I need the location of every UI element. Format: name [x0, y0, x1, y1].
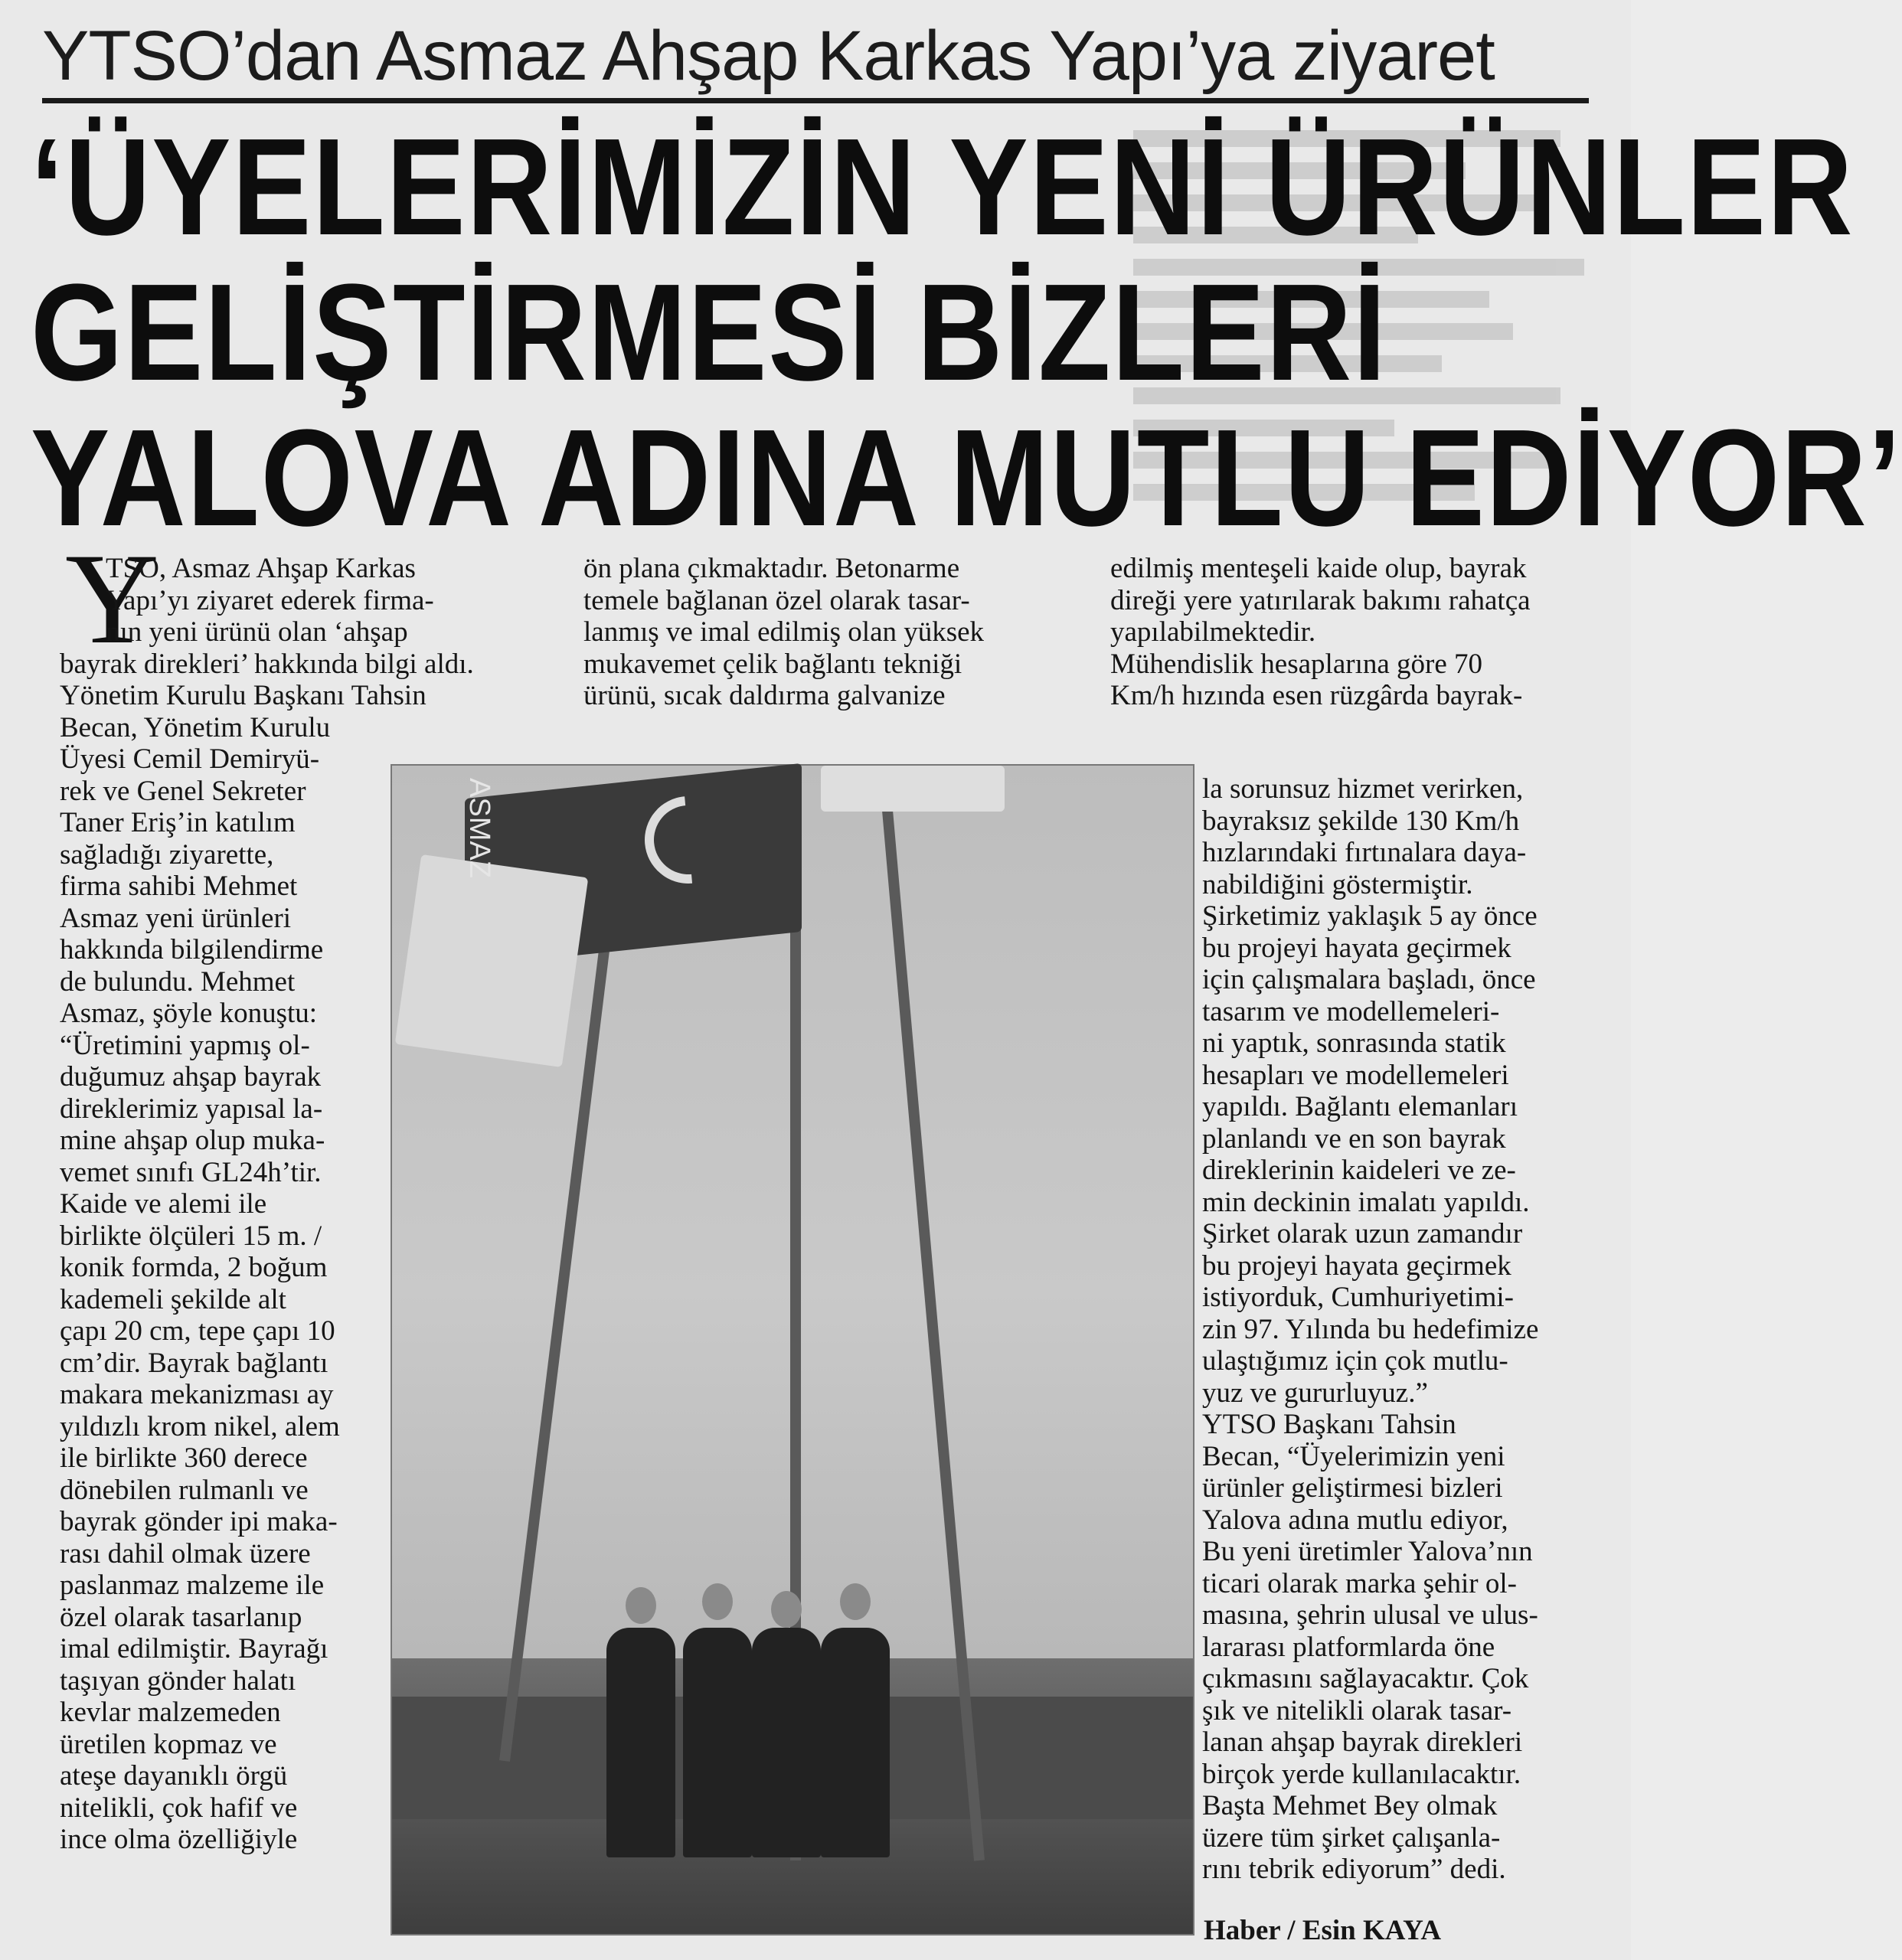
news-photo — [391, 764, 1194, 1936]
text-line: paslanmaz malzeme ile — [60, 1570, 325, 1601]
byline: Haber / Esin KAYA — [1204, 1915, 1442, 1946]
person-1 — [606, 1628, 675, 1857]
text-line: yapılabilmektedir. — [1110, 616, 1316, 648]
text-line: ince olma özelliğiyle — [60, 1824, 298, 1855]
text-line: direği yere yatırılarak bakımı rahatça — [1110, 584, 1531, 616]
main-headline — [31, 110, 1902, 555]
text-line: mukavemet çelik bağlantı tekniği — [583, 648, 962, 680]
text-line: mine ahşap olup muka- — [60, 1125, 325, 1156]
text-line: hızlarındaki fırtınalara daya- — [1202, 837, 1527, 868]
flag-brand-text: ASMAZ — [462, 778, 495, 878]
text-line: lararası platformlarda öne — [1202, 1631, 1495, 1663]
text-line: duğumuz ahşap bayrak — [60, 1061, 322, 1093]
text-line: Km/h hızında esen rüzgârda bayrak- — [1110, 680, 1523, 711]
person-2-head — [702, 1583, 733, 1620]
text-line: üzere tüm şirket çalışanla- — [1202, 1821, 1501, 1854]
text-line: Kaide ve alemi ile — [60, 1188, 267, 1220]
text-line: özel olarak tasarlanıp — [60, 1601, 302, 1633]
text-line: direklerimiz yapısal la- — [60, 1093, 323, 1125]
text-line: la sorunsuz hizmet verirken, — [1202, 773, 1524, 805]
text-line: firma sahibi Mehmet — [60, 871, 298, 902]
text-line: konik formda, 2 boğum — [60, 1252, 328, 1283]
headline-line-1: ‘ÜYELERİMİZİN YENİ ÜRÜNLER — [31, 110, 1855, 264]
text-line: nitelikli, çok hafif ve — [60, 1792, 298, 1824]
text-line: vemet sınıfı GL24h’tir. — [60, 1156, 322, 1188]
text-line: Mühendislik hesaplarına göre 70 — [1110, 648, 1483, 680]
text-line: Yönetim Kurulu Başkanı Tahsin — [60, 680, 426, 711]
text-line: ön plana çıkmaktadır. Betonarme — [583, 553, 960, 584]
text-line: rek ve Genel Sekreter — [60, 775, 306, 807]
person-3 — [752, 1628, 821, 1857]
text-line: ulaştığımız için çok mutlu- — [1202, 1345, 1508, 1377]
text-line: Asmaz, şöyle konuştu: — [60, 998, 318, 1029]
text-line: nabildiğini göstermiştir. — [1202, 868, 1473, 900]
text-line: rını tebrik ediyorum” dedi. — [1202, 1854, 1506, 1885]
text-line: Bu yeni üretimler Yalova’nın — [1202, 1536, 1533, 1567]
text-line: bayraksız şekilde 130 Km/h — [1202, 805, 1520, 837]
text-line: de bulundu. Mehmet — [60, 965, 296, 998]
headline-line-2: GELİŞTİRMESİ BİZLERİ — [31, 256, 1387, 410]
text-line: Yalova adına mutlu ediyor, — [1202, 1504, 1508, 1536]
kicker-underline — [42, 98, 1589, 103]
text-line: temele bağlanan özel olarak tasar- — [583, 584, 970, 616]
text-line: hakkında bilgilendirme — [60, 934, 324, 965]
text-line: kademeli şekilde alt — [60, 1283, 286, 1315]
drop-cap: Y — [65, 527, 159, 671]
text-line: imal edilmiştir. Bayrağı — [60, 1633, 328, 1664]
person-1-head — [626, 1587, 656, 1624]
person-4 — [821, 1628, 890, 1857]
text-line: kevlar malzemeden — [60, 1697, 281, 1728]
article-column-3-top — [1110, 553, 1600, 712]
text-line: üretilen kopmaz ve — [60, 1728, 277, 1760]
text-line: edilmiş menteşeli kaide olup, bayrak — [1110, 553, 1527, 584]
text-line: rası dahil olmak üzere — [60, 1537, 311, 1570]
text-line: yıldızlı krom nikel, alem — [60, 1410, 340, 1442]
article-column-3 — [1202, 773, 1600, 1886]
text-line: dönebilen rulmanlı ve — [60, 1474, 309, 1506]
text-line: için çalışmalara başladı, önce — [1202, 964, 1536, 995]
text-line: sağladığı ziyarette, — [60, 838, 274, 871]
text-line: bayrak direkleri’ hakkında bilgi aldı. — [60, 648, 474, 680]
text-line: birlikte ölçüleri 15 m. / — [60, 1220, 322, 1252]
text-line: lanmış ve imal edilmiş olan yüksek — [583, 616, 985, 648]
person-2 — [683, 1628, 752, 1857]
text-line: bu projeyi hayata geçirmek — [1202, 932, 1511, 964]
kicker-headline: YTSO’dan Asmaz Ahşap Karkas Yapı’ya ziyaret — [42, 17, 1495, 95]
text-line: YTSO Başkanı Tahsin — [1202, 1409, 1456, 1440]
person-4-head — [840, 1583, 871, 1620]
text-line: çapı 20 cm, tepe çapı 10 — [60, 1315, 335, 1347]
text-line: ürünler geliştirmesi bizleri — [1202, 1472, 1503, 1504]
text-line: nın yeni ürünü olan ‘ahşap — [106, 616, 408, 648]
text-line: ni yaptık, sonrasında statik — [1202, 1027, 1506, 1059]
text-line: lanan ahşap bayrak direkleri — [1202, 1726, 1523, 1758]
text-line: cm’dir. Bayrak bağlantı — [60, 1347, 328, 1379]
text-line: bayrak gönder ipi maka- — [60, 1506, 338, 1537]
text-line: direklerinin kaideleri ve ze- — [1202, 1155, 1516, 1186]
text-line: planlandı ve en son bayrak — [1202, 1122, 1506, 1155]
text-line: ateşe dayanıklı örgü — [60, 1760, 288, 1792]
text-line: min deckinin imalatı yapıldı. — [1202, 1186, 1530, 1218]
article-column-2 — [583, 553, 1112, 712]
text-line: Şirket olarak uzun zamandır — [1202, 1218, 1523, 1250]
text-line: Becan, “Üyelerimizin yeni — [1202, 1440, 1505, 1472]
text-line: “Üretimini yapmış ol- — [60, 1029, 310, 1061]
text-line: TSO, Asmaz Ahşap Karkas — [106, 553, 416, 584]
text-line: bu projeyi hayata geçirmek — [1202, 1250, 1511, 1282]
text-line: taşıyan gönder halatı — [60, 1664, 296, 1697]
text-line: Yapı’yı ziyaret ederek firma- — [106, 584, 434, 616]
text-line: zin 97. Yılında bu hedefimize — [1202, 1313, 1539, 1345]
text-line: Becan, Yönetim Kurulu — [60, 711, 331, 743]
text-line: tasarım ve modellemeleri- — [1202, 995, 1500, 1027]
text-line: Başta Mehmet Bey olmak — [1202, 1790, 1498, 1821]
text-line: masına, şehrin ulusal ve ulus- — [1202, 1599, 1538, 1631]
text-line: ile birlikte 360 derece — [60, 1442, 308, 1474]
text-line: yapıldı. Bağlantı elemanları — [1202, 1091, 1518, 1122]
text-line: Üyesi Cemil Demiryü- — [60, 743, 320, 775]
third-flag — [821, 766, 1005, 812]
company-flag — [395, 854, 589, 1067]
text-line: Taner Eriş’in katılım — [60, 807, 296, 838]
text-line: şık ve nitelikli olarak tasar- — [1202, 1694, 1512, 1726]
text-line: Asmaz yeni ürünleri — [60, 902, 292, 934]
text-line: birçok yerde kullanılacaktır. — [1202, 1758, 1521, 1790]
text-line: çıkmasını sağlayacaktır. Çok — [1202, 1663, 1529, 1694]
text-line: makara mekanizması ay — [60, 1379, 334, 1410]
text-line: ürünü, sıcak daldırma galvanize — [583, 680, 946, 711]
text-line: hesapları ve modellemeleri — [1202, 1059, 1509, 1091]
text-line: ticari olarak marka şehir ol- — [1202, 1567, 1517, 1599]
headline-line-3: YALOVA ADINA MUTLU EDİYOR’ — [31, 401, 1902, 555]
text-line: Şirketimiz yaklaşık 5 ay önce — [1202, 900, 1538, 932]
person-3-head — [771, 1591, 802, 1628]
text-line: istiyorduk, Cumhuriyetimi- — [1202, 1282, 1514, 1313]
text-line: yuz ve gururluyuz.” — [1202, 1377, 1428, 1409]
